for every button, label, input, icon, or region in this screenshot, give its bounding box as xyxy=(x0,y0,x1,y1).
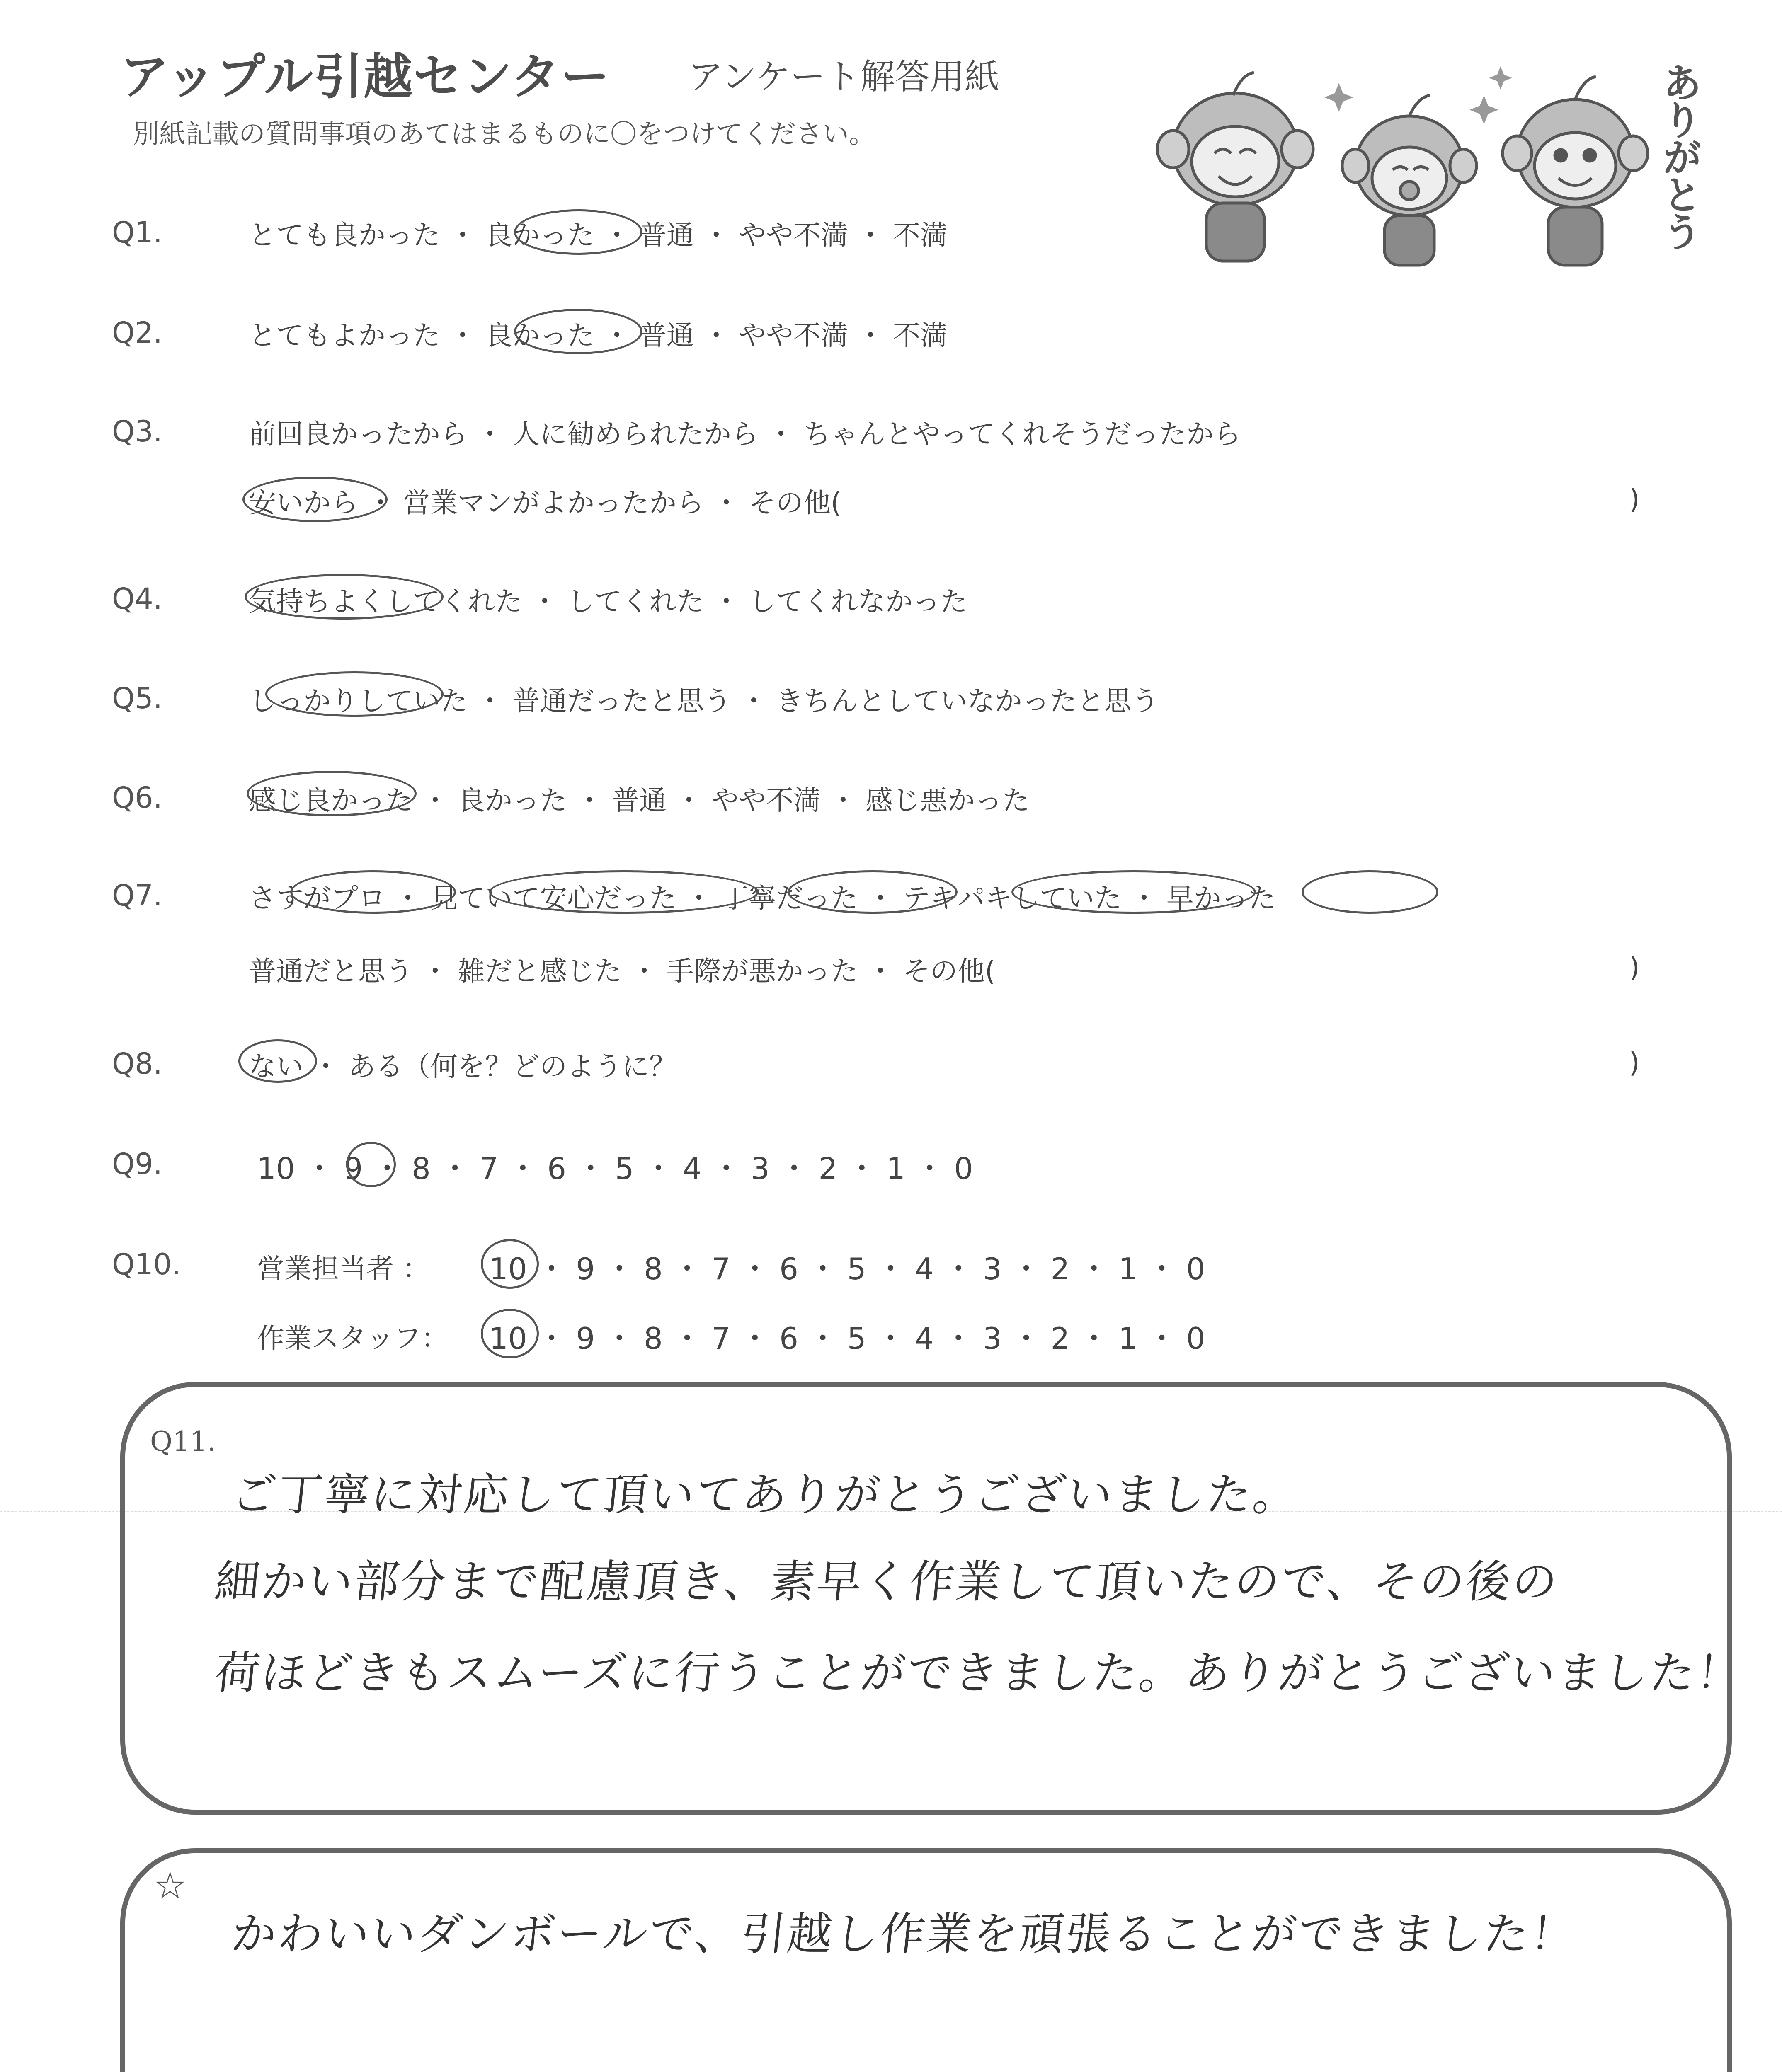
q7-selected-circle-1 xyxy=(290,870,456,914)
q7-options-line2: 普通だと思う ・ 雑だと感じた ・ 手際が悪かった ・ その他( xyxy=(249,955,996,987)
q8-selected-circle xyxy=(238,1039,317,1083)
q5-label: Q5. xyxy=(112,681,162,715)
q2-label: Q2. xyxy=(112,316,162,350)
q2-selected-circle xyxy=(514,309,642,354)
q10-staff-label: 作業スタッフ： xyxy=(257,1322,449,1354)
instruction-text: 別紙記載の質問事項のあてはまるものに〇をつけてください。 xyxy=(133,119,875,150)
q1-selected-circle xyxy=(514,209,642,255)
q11-comment-line1: ご丁寧に対応して頂いてありがとうございました。 xyxy=(229,1469,1302,1521)
q3-paren-close: ) xyxy=(1629,483,1640,515)
q4-label: Q4. xyxy=(112,582,162,616)
q7-selected-circle-3 xyxy=(788,870,958,914)
q9-label: Q9. xyxy=(112,1147,162,1181)
q8-options: ない ・ ある（何を？どのように？ xyxy=(249,1051,676,1082)
q10-sales-selected-circle xyxy=(481,1239,539,1289)
q5-options: しっかりしていた ・ 普通だったと思う ・ きちんとしていなかったと思う xyxy=(249,685,1159,717)
form-title: アンケート解答用紙 xyxy=(688,56,999,97)
q7-selected-circle-5 xyxy=(1302,870,1438,914)
q1-label: Q1. xyxy=(112,215,162,249)
q6-options: 感じ良かった ・ 良かった ・ 普通 ・ やや不満 ・ 感じ悪かった xyxy=(249,784,1030,816)
brand-name: アップル引越センター xyxy=(120,48,611,105)
q7-options-line1: さすがプロ ・ 見ていて安心だった ・ 丁寧だった ・ テキパキしていた ・ 早かった xyxy=(249,882,1276,914)
q4-options: 気持ちよくしてくれた ・ してくれた ・ してくれなかった xyxy=(249,586,967,617)
q10-sales-label: 営業担当者 ： xyxy=(257,1253,430,1285)
star-comment-text: かわいいダンボールで、引越し作業を頑張ることができました！ xyxy=(229,1908,1580,1960)
q1-options: とても良かった ・ 良かった ・ 普通 ・ やや不満 ・ 不満 xyxy=(249,219,948,251)
q5-selected-circle xyxy=(265,671,444,717)
q3-selected-circle xyxy=(242,477,388,522)
q6-selected-circle xyxy=(247,771,417,816)
star-icon: ☆ xyxy=(153,1864,187,1907)
q9-scale: 10 ・ 9 ・ 8 ・ 7 ・ 6 ・ 5 ・ 4 ・ 3 ・ 2 ・ 1 ・ 0 xyxy=(257,1151,973,1186)
q7-paren-close: ) xyxy=(1629,951,1640,983)
q10-staff-scale: 10 ・ 9 ・ 8 ・ 7 ・ 6 ・ 5 ・ 4 ・ 3 ・ 2 ・ 1 ・ 0 xyxy=(489,1321,1205,1356)
q11-comment-line2: 細かい部分まで配慮頂き、素早く作業して頂いたので、その後の xyxy=(212,1556,1562,1608)
q3-label: Q3. xyxy=(112,414,162,448)
q7-selected-circle-2 xyxy=(489,870,759,914)
q11-label: Q11. xyxy=(150,1426,216,1457)
q10-label: Q10. xyxy=(112,1247,181,1281)
q6-label: Q6. xyxy=(112,781,162,815)
q10-staff-selected-circle xyxy=(481,1309,539,1358)
q8-paren-close: ) xyxy=(1629,1047,1640,1079)
q4-selected-circle xyxy=(245,574,444,620)
q2-options: とてもよかった ・ 良かった ・ 普通 ・ やや不満 ・ 不満 xyxy=(249,320,948,351)
q11-comment-line3: 荷ほどきもスムーズに行うことができました。ありがとうございました！ xyxy=(212,1647,1746,1699)
q7-selected-circle-4 xyxy=(1011,870,1256,914)
q3-options-line1: 前回良かったから ・ 人に勧められたから ・ ちゃんとやってくれそうだったから xyxy=(249,418,1241,450)
q7-label: Q7. xyxy=(112,879,162,913)
mascot-thanks-text: ありがとう xyxy=(1656,62,1702,249)
q3-options-line2: 安いから ・ 営業マンがよかったから ・ その他( xyxy=(249,487,841,519)
q10-sales-scale: 10 ・ 9 ・ 8 ・ 7 ・ 6 ・ 5 ・ 4 ・ 3 ・ 2 ・ 1 ・ 0 xyxy=(489,1251,1205,1286)
monkey-mascots-illustration xyxy=(1144,58,1708,274)
q9-selected-circle xyxy=(346,1142,396,1187)
q8-label: Q8. xyxy=(112,1047,162,1081)
